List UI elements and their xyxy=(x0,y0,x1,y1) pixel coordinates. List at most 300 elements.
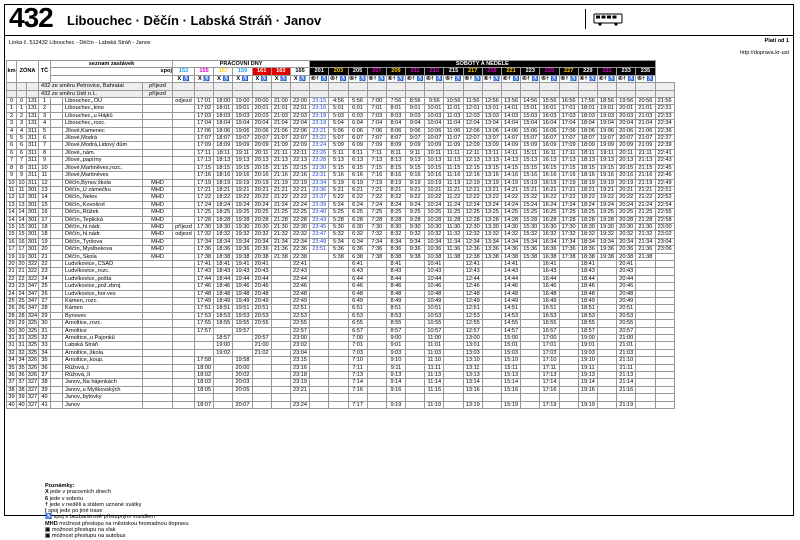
time-cell xyxy=(597,268,616,275)
table-row xyxy=(7,283,675,290)
time-cell: 17:32 xyxy=(559,231,578,238)
time-cell: 19:22 xyxy=(597,194,616,201)
time-cell: 6:55 xyxy=(348,320,367,327)
time-cell: 9:06 xyxy=(406,127,425,134)
tc-cell: 38 xyxy=(39,379,51,386)
time-cell: 18:44 xyxy=(578,275,597,282)
time-cell xyxy=(636,275,655,282)
time-cell: 13:16 xyxy=(463,386,482,393)
time-cell xyxy=(636,379,655,386)
time-cell xyxy=(329,290,348,297)
time-cell: 14:24 xyxy=(502,201,521,208)
time-cell: 5:16 xyxy=(329,172,348,179)
time-cell xyxy=(597,275,616,282)
time-cell xyxy=(597,357,616,364)
time-cell: 20:21 xyxy=(617,186,636,193)
time-cell: 17:03 xyxy=(195,112,214,119)
table-row xyxy=(7,312,675,319)
time-cell: 20:00 xyxy=(252,98,271,105)
time-cell: 19:58 xyxy=(233,357,252,364)
time-cell: 10:15 xyxy=(425,164,444,171)
time-cell: 18:55 xyxy=(578,320,597,327)
time-cell: 11:11 xyxy=(425,364,444,371)
time-cell: 19:04 xyxy=(597,120,616,127)
time-cell: 23:19 xyxy=(290,379,309,386)
time-cell: 17:56 xyxy=(578,98,597,105)
tc-cell: 26 xyxy=(39,290,51,297)
km-cell: 14 xyxy=(18,209,25,216)
tc-cell: 22 xyxy=(39,260,51,267)
time-cell: 17:34 xyxy=(195,238,214,245)
time-cell xyxy=(214,364,233,371)
time-cell xyxy=(310,401,329,408)
time-cell: 21:00 xyxy=(617,335,636,342)
time-cell: 23:45 xyxy=(310,223,329,230)
stop-name: Libouchec,,OÚ xyxy=(63,98,143,105)
dep-arr-label xyxy=(173,120,195,127)
time-cell: 22:24 xyxy=(290,201,309,208)
time-cell: 11:01 xyxy=(444,105,463,112)
time-cell: 21:13 xyxy=(636,157,655,164)
time-cell: 8:28 xyxy=(386,216,405,223)
time-cell xyxy=(559,305,578,312)
time-cell: 22:46 xyxy=(655,172,674,179)
time-cell xyxy=(406,394,425,401)
time-cell xyxy=(310,260,329,267)
stop-icon-cell xyxy=(51,172,63,179)
time-cell: 21:19 xyxy=(271,179,290,186)
time-cell: 17:10 xyxy=(540,357,559,364)
time-cell: 23:30 xyxy=(310,164,329,171)
trip-number: 213 xyxy=(425,68,444,75)
time-cell: 10:16 xyxy=(425,172,444,179)
time-cell xyxy=(233,394,252,401)
dep-arr-label xyxy=(173,298,195,305)
time-cell: 20:48 xyxy=(252,290,271,297)
time-cell xyxy=(559,290,578,297)
time-cell xyxy=(271,364,290,371)
mhd-cell xyxy=(143,342,173,349)
time-cell xyxy=(271,268,290,275)
time-cell: 21:56 xyxy=(655,98,674,105)
time-cell: 17:46 xyxy=(195,283,214,290)
tc-cell: 34 xyxy=(39,349,51,356)
time-cell: 6:01 xyxy=(348,105,367,112)
km-cell: 36 xyxy=(8,372,15,379)
time-cell: 19:00 xyxy=(233,98,252,105)
km-cell: 0 xyxy=(17,98,27,105)
time-cell: 20:03 xyxy=(252,112,271,119)
table-row xyxy=(7,394,675,401)
time-cell: 9:28 xyxy=(406,216,425,223)
time-cell: 18:03 xyxy=(195,379,214,386)
time-cell xyxy=(367,312,386,319)
time-cell: 21:16 xyxy=(617,386,636,393)
time-cell: 21:14 xyxy=(617,379,636,386)
table-row xyxy=(7,357,675,364)
time-cell: 13:06 xyxy=(482,127,501,134)
time-cell: 20:55 xyxy=(252,320,271,327)
trip-symbols: ⑥† ♿ xyxy=(541,75,558,82)
time-cell: 21:06 xyxy=(636,127,655,134)
time-cell xyxy=(310,320,329,327)
time-cell xyxy=(482,335,501,342)
time-cell: 7:13 xyxy=(367,157,386,164)
time-cell: 10:38 xyxy=(425,253,444,260)
time-cell: 20:11 xyxy=(252,149,271,156)
time-cell: 9:21 xyxy=(406,186,425,193)
time-cell: 17:02 xyxy=(195,105,214,112)
time-cell: 21:00 xyxy=(271,98,290,105)
time-cell: 20:00 xyxy=(233,364,252,371)
time-cell: 14:57 xyxy=(502,327,521,334)
time-cell: 9:56 xyxy=(425,98,444,105)
stop-name: Ludvíkovice,,hor.ves xyxy=(63,290,143,297)
table-row xyxy=(7,149,675,156)
time-cell: 22:33 xyxy=(655,112,674,119)
stop-icon-cell xyxy=(51,186,63,193)
table-row xyxy=(7,290,675,297)
time-cell: 7:03 xyxy=(367,112,386,119)
time-cell: 18:25 xyxy=(578,209,597,216)
note-cell xyxy=(444,90,463,97)
time-cell: 9:25 xyxy=(406,209,425,216)
time-cell: 17:01 xyxy=(195,98,214,105)
time-cell xyxy=(367,305,386,312)
time-cell: 19:19 xyxy=(233,179,252,186)
mhd-cell: MHD xyxy=(143,209,173,216)
time-cell xyxy=(406,342,425,349)
mhd-cell xyxy=(143,335,173,342)
time-cell: 11:00 xyxy=(425,335,444,342)
time-cell: 10:06 xyxy=(425,127,444,134)
time-cell: 19:03 xyxy=(578,349,597,356)
time-cell: 6:16 xyxy=(348,172,367,179)
legend-symbol: MHD xyxy=(45,520,60,527)
km-cell: 22 xyxy=(8,275,15,282)
time-cell xyxy=(214,379,233,386)
time-cell: 20:06 xyxy=(252,127,271,134)
time-cell: 18:07 xyxy=(578,135,597,142)
time-cell: 6:51 xyxy=(348,305,367,312)
time-cell: 21:06 xyxy=(271,127,290,134)
time-cell: 18:15 xyxy=(578,164,597,171)
note-cell xyxy=(597,90,616,97)
stop-name: Jílové,Modrá xyxy=(63,135,143,142)
time-cell: 22:22 xyxy=(290,194,309,201)
time-cell: 23:24 xyxy=(310,142,329,149)
stop-icon-cell xyxy=(51,386,63,393)
time-cell xyxy=(310,268,329,275)
time-cell: 20:34 xyxy=(617,238,636,245)
time-cell: 20:22 xyxy=(617,194,636,201)
time-cell: 10:07 xyxy=(425,135,444,142)
time-cell: 5:34 xyxy=(329,238,348,245)
time-cell: 22:28 xyxy=(290,216,309,223)
time-cell: 13:13 xyxy=(482,157,501,164)
time-cell xyxy=(655,290,674,297)
time-cell xyxy=(521,372,540,379)
time-cell: 10:36 xyxy=(425,246,444,253)
time-cell: 22:51 xyxy=(655,186,674,193)
time-cell xyxy=(444,290,463,297)
note-cell xyxy=(367,90,386,97)
dep-arr-label xyxy=(173,357,195,364)
tc-cell: 40 xyxy=(39,394,51,401)
time-cell: 17:06 xyxy=(195,127,214,134)
time-cell xyxy=(597,305,616,312)
time-cell: 16:44 xyxy=(540,275,559,282)
time-cell: 19:11 xyxy=(578,364,597,371)
time-cell xyxy=(367,386,386,393)
note-cell xyxy=(17,90,27,97)
time-cell: 7:25 xyxy=(367,209,386,216)
stop-icon-cell xyxy=(51,394,63,401)
time-cell: 18:51 xyxy=(578,305,597,312)
time-cell: 13:03 xyxy=(463,349,482,356)
bus-icon xyxy=(593,13,623,26)
note-cell xyxy=(195,90,214,97)
time-cell: 19:36 xyxy=(597,246,616,253)
note-cell xyxy=(559,83,578,90)
time-cell: 6:22 xyxy=(348,194,367,201)
km-cell: 10 xyxy=(8,179,15,186)
time-cell: 17:41 xyxy=(195,260,214,267)
zone-cell: 311 xyxy=(28,172,37,179)
time-cell: 18:53 xyxy=(578,312,597,319)
time-cell: 21:34 xyxy=(636,238,655,245)
time-cell: 9:13 xyxy=(386,372,405,379)
time-cell: 15:11 xyxy=(502,364,521,371)
stop-name: Libouchec,,u Hájků xyxy=(63,112,143,119)
note-cell xyxy=(463,83,482,90)
time-cell: 12:11 xyxy=(463,149,482,156)
km-cell: 34 xyxy=(8,357,15,364)
time-cell: 20:30 xyxy=(252,223,271,230)
km-cell: 21 xyxy=(18,268,25,275)
time-cell xyxy=(252,372,271,379)
time-cell xyxy=(310,342,329,349)
tc-cell: 25 xyxy=(39,283,51,290)
km-cell: 24 xyxy=(8,290,15,297)
time-cell: 16:48 xyxy=(540,290,559,297)
table-row xyxy=(7,216,675,223)
time-cell: 11:24 xyxy=(444,201,463,208)
time-cell: 10:11 xyxy=(425,149,444,156)
note-cell xyxy=(482,90,501,97)
time-cell: 12:46 xyxy=(463,283,482,290)
time-cell: 16:30 xyxy=(540,223,559,230)
time-cell: 18:56 xyxy=(597,98,616,105)
time-cell xyxy=(310,290,329,297)
km-cell: 36 xyxy=(18,372,25,379)
dep-arr-label xyxy=(173,201,195,208)
time-cell: 17:36 xyxy=(559,246,578,253)
time-cell: 12:48 xyxy=(463,290,482,297)
legend-text: jede v pracovních dnech xyxy=(50,489,111,496)
time-cell xyxy=(636,386,655,393)
time-cell: 13:32 xyxy=(482,231,501,238)
mhd-cell xyxy=(143,364,173,371)
stop-name: Janov,,bytovky xyxy=(63,394,143,401)
time-cell: 16:01 xyxy=(540,105,559,112)
time-cell: 16:32 xyxy=(540,231,559,238)
time-cell: 11:10 xyxy=(425,357,444,364)
time-cell xyxy=(482,327,501,334)
arrival-label: příjezd xyxy=(143,83,173,90)
time-cell: 11:14 xyxy=(425,379,444,386)
trip-number: 223 xyxy=(521,68,540,75)
time-cell xyxy=(482,401,501,408)
time-cell xyxy=(444,305,463,312)
table-row xyxy=(7,349,675,356)
time-cell: 17:49 xyxy=(195,298,214,305)
time-cell: 9:01 xyxy=(386,342,405,349)
note-cell xyxy=(540,90,559,97)
km-cell: 8 xyxy=(7,164,17,171)
time-cell: 13:34 xyxy=(482,238,501,245)
km-cell: 12 xyxy=(8,194,15,201)
stop-icon-cell xyxy=(51,305,63,312)
dep-arr-label xyxy=(173,372,195,379)
time-cell xyxy=(214,386,233,393)
tc-cell: 15 xyxy=(39,201,51,208)
time-cell: 7:01 xyxy=(367,105,386,112)
time-cell: 17:48 xyxy=(195,290,214,297)
time-cell: 8:36 xyxy=(386,246,405,253)
time-cell xyxy=(310,379,329,386)
tc-cell: 18 xyxy=(39,223,51,230)
time-cell: 5:19 xyxy=(329,179,348,186)
time-cell: 14:41 xyxy=(502,260,521,267)
time-cell xyxy=(521,275,540,282)
time-cell: 17:21 xyxy=(559,186,578,193)
time-cell: 6:28 xyxy=(348,216,367,223)
trip-number: 235 xyxy=(636,68,655,75)
stop-icon-cell xyxy=(51,379,63,386)
time-cell xyxy=(406,305,425,312)
trip-symbols: ⑥† ♿ xyxy=(483,75,501,82)
time-cell: 20:25 xyxy=(252,209,271,216)
time-cell: 22:55 xyxy=(290,320,309,327)
time-cell: 18:04 xyxy=(578,120,597,127)
time-cell xyxy=(482,290,501,297)
time-cell: 21:30 xyxy=(271,223,290,230)
time-cell xyxy=(367,275,386,282)
time-cell: 15:13 xyxy=(502,372,521,379)
source-url[interactable]: http://doprava.kr-ust xyxy=(740,50,789,56)
time-cell: 17:38 xyxy=(195,253,214,260)
note-cell xyxy=(214,90,233,97)
time-cell xyxy=(559,268,578,275)
time-cell: 20:46 xyxy=(252,283,271,290)
time-cell: 7:34 xyxy=(367,238,386,245)
time-cell xyxy=(655,386,674,393)
time-cell: 10:19 xyxy=(425,179,444,186)
time-cell: 8:15 xyxy=(386,164,405,171)
time-cell: 12:38 xyxy=(463,253,482,260)
stop-name: Arnoltice xyxy=(63,327,143,334)
zone-cell: 326 xyxy=(27,372,38,379)
time-cell: 23:47 xyxy=(310,231,329,238)
zone-cell: 325 xyxy=(27,335,38,342)
mhd-cell xyxy=(143,290,173,297)
time-cell: 18:34 xyxy=(214,238,233,245)
time-cell: 21:36 xyxy=(271,246,290,253)
legend-symbol: ▣ xyxy=(45,527,52,534)
time-cell xyxy=(636,268,655,275)
time-cell: 23:22 xyxy=(310,135,329,142)
time-cell: 17:21 xyxy=(195,186,214,193)
time-cell: 18:01 xyxy=(578,105,597,112)
time-cell: 21:19 xyxy=(617,401,636,408)
time-cell: 18:30 xyxy=(214,223,233,230)
note-cell xyxy=(310,90,329,97)
time-cell xyxy=(252,401,271,408)
km-cell: 14 xyxy=(18,216,25,223)
time-cell xyxy=(233,342,252,349)
time-cell: 21:13 xyxy=(271,157,290,164)
time-cell: 17:28 xyxy=(559,216,578,223)
time-cell: 12:36 xyxy=(463,246,482,253)
stop-name: Arnoltice,,rozc. xyxy=(63,320,143,327)
time-cell: 20:22 xyxy=(252,194,271,201)
time-cell: 14:44 xyxy=(502,275,521,282)
time-cell: 9:03 xyxy=(386,349,405,356)
mhd-cell xyxy=(143,127,173,134)
time-cell xyxy=(636,357,655,364)
time-cell: 14:48 xyxy=(502,290,521,297)
time-cell: 23:00 xyxy=(290,335,309,342)
time-cell: 20:04 xyxy=(617,120,636,127)
stop-name: Děčín,,hl.nádr. xyxy=(63,223,143,230)
time-cell: 8:11 xyxy=(386,149,405,156)
trip-symbols: X ♿ xyxy=(252,75,271,82)
time-cell: 12:43 xyxy=(463,268,482,275)
time-cell: 17:43 xyxy=(195,268,214,275)
col-symbols xyxy=(51,75,173,82)
time-cell: 18:51 xyxy=(214,305,233,312)
time-cell: 9:16 xyxy=(386,386,405,393)
time-cell: 15:38 xyxy=(521,253,540,260)
time-cell xyxy=(482,379,501,386)
time-cell: 7:17 xyxy=(348,401,367,408)
time-cell xyxy=(367,327,386,334)
time-cell: 22:01 xyxy=(290,105,309,112)
trip-symbols: ⑥† ♿ xyxy=(579,75,597,82)
time-cell xyxy=(559,298,578,305)
time-cell: 5:09 xyxy=(329,142,348,149)
time-cell: 15:16 xyxy=(521,172,540,179)
time-cell: 5:13 xyxy=(329,157,348,164)
time-cell: 20:57 xyxy=(252,335,271,342)
km-cell: 37 xyxy=(18,379,25,386)
time-cell: 17:09 xyxy=(559,142,578,149)
time-cell: 21:10 xyxy=(617,357,636,364)
time-cell: 6:06 xyxy=(348,127,367,134)
zone-cell: 325 xyxy=(27,349,38,356)
time-cell: 14:01 xyxy=(502,105,521,112)
time-cell xyxy=(655,349,674,356)
km-cell: 8 xyxy=(17,164,27,171)
time-cell: 19:38 xyxy=(233,253,252,260)
time-cell: 22:55 xyxy=(655,209,674,216)
time-cell: 21:25 xyxy=(271,209,290,216)
note-cell xyxy=(214,83,233,90)
mhd-cell xyxy=(143,401,173,408)
km-cell: 38 xyxy=(18,386,25,393)
mhd-cell xyxy=(143,372,173,379)
